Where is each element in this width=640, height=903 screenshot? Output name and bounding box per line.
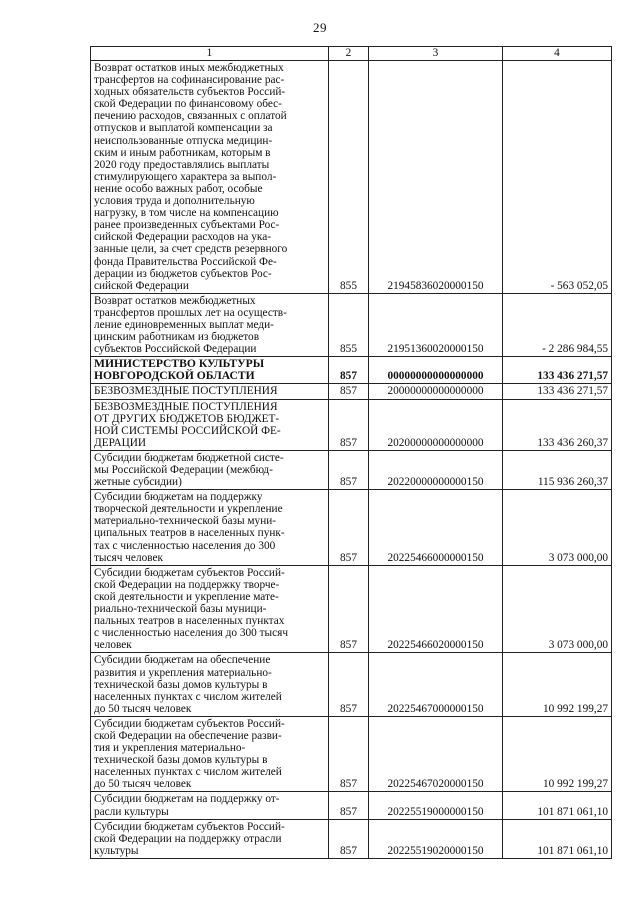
row-description: Субсидии бюджетам на поддержку от- расли культуры: [91, 792, 329, 819]
row-description: Субсидии бюджетам субъектов Россий- ской Федерации на поддержку отрасли культуры: [91, 819, 329, 858]
row-description: Субсидии бюджетам субъектов Россий- ской Федерации на поддержку творче- ской деятельности и укрепление мате- риально-технической базы муници- пальных театров в населенных пунктах с численностью населения до 300 тысяч человек: [91, 565, 329, 653]
table-row: [91, 293, 612, 356]
header-col-4: 4: [503, 47, 612, 61]
row-amount: 115 936 260,37: [503, 450, 612, 489]
row-description: Возврат остатков межбюджетных трансфертов прошлых лет на осуществ- ление единовременных выплат меди- цинским работникам из бюджетов субъектов Российской Федерации: [91, 293, 329, 356]
table-row: [91, 819, 612, 858]
row-budget-code: 20225467000000150: [369, 653, 503, 716]
row-budget-code: 20225466020000150: [369, 565, 503, 653]
table-row: [91, 792, 612, 819]
row-admin-code: 857: [329, 399, 369, 450]
row-description: БЕЗВОЗМЕЗДНЫЕ ПОСТУПЛЕНИЯ ОТ ДРУГИХ БЮДЖЕТОВ БЮДЖЕТ- НОЙ СИСТЕМЫ РОССИЙСКОЙ ФЕ- ДЕРАЦИИ: [91, 399, 329, 450]
row-description: Субсидии бюджетам бюджетной систе- мы Российской Федерации (межбюд- жетные субсидии): [91, 450, 329, 489]
header-col-2: 2: [329, 47, 369, 61]
row-admin-code: 855: [329, 293, 369, 356]
row-description: Субсидии бюджетам на обеспечение развития и укрепления материально- технической базы домов культуры в населенных пунктах с числом жителей до 50 тысяч человек: [91, 653, 329, 716]
row-description: Возврат остатков иных межбюджетных трансфертов на софинансирование рас- ходных обязательств субъектов Россий- ской Федерации по финансовому обес- печению расходов, связанных с оплатой отпусков и выплатой компенсации за неиспользованные отпуска медицин- ским и иным работникам, которым в 2020 году предоставлялись выплаты стимулирующего характера за выпол- нение особо важных работ, особые условия труда и дополнительную нагрузку, в том числе на компенсацию ранее произведенных субъектами Рос- сийской Федерации расходов на ука- занные цели, за счет средств резервного фонда Правительства Российской Фе- дерации из бюджетов субъектов Рос- сийской Федерации: [91, 61, 329, 294]
row-amount: - 2 286 984,55: [503, 293, 612, 356]
row-admin-code: 857: [329, 384, 369, 399]
row-admin-code: 857: [329, 819, 369, 858]
table-row-ministry: [91, 357, 612, 384]
row-amount: 10 992 199,27: [503, 716, 612, 792]
table-row: [91, 653, 612, 716]
row-admin-code: 857: [329, 653, 369, 716]
row-amount: 10 992 199,27: [503, 653, 612, 716]
row-admin-code: 855: [329, 61, 369, 294]
row-budget-code: 00000000000000000: [369, 357, 503, 384]
row-description: Субсидии бюджетам на поддержку творческой деятельности и укрепление материально-технической базы муни- ципальных театров в населенных пунк- тах с численностью населения до 300 тысяч человек: [91, 490, 329, 566]
row-admin-code: 857: [329, 565, 369, 653]
row-amount: 133 436 260,37: [503, 399, 612, 450]
table-row: [91, 61, 612, 294]
row-amount: 133 436 271,57: [503, 357, 612, 384]
row-admin-code: 857: [329, 357, 369, 384]
table-row: [91, 399, 612, 450]
row-budget-code: 20000000000000000: [369, 384, 503, 399]
row-budget-code: 20225467020000150: [369, 716, 503, 792]
row-budget-code: 20225519000000150: [369, 792, 503, 819]
table-row: [91, 490, 612, 566]
row-amount: 101 871 061,10: [503, 819, 612, 858]
row-budget-code: 21945836020000150: [369, 61, 503, 294]
row-amount: 3 073 000,00: [503, 565, 612, 653]
row-budget-code: 20200000000000000: [369, 399, 503, 450]
row-budget-code: 21951360020000150: [369, 293, 503, 356]
row-budget-code: 20220000000000150: [369, 450, 503, 489]
row-budget-code: 20225466000000150: [369, 490, 503, 566]
table-row: [91, 565, 612, 653]
row-amount: - 563 052,05: [503, 61, 612, 294]
header-col-1: 1: [91, 47, 329, 61]
table-row: [91, 450, 612, 489]
row-amount: 3 073 000,00: [503, 490, 612, 566]
budget-table: [90, 46, 612, 859]
row-amount: 133 436 271,57: [503, 384, 612, 399]
table-header-row: [91, 47, 612, 61]
row-description: МИНИСТЕРСТВО КУЛЬТУРЫ НОВГОРОДСКОЙ ОБЛАСТИ: [91, 357, 329, 384]
header-col-3: 3: [369, 47, 503, 61]
page-number: 29: [313, 20, 327, 35]
row-admin-code: 857: [329, 716, 369, 792]
table-row: [91, 716, 612, 792]
row-admin-code: 857: [329, 792, 369, 819]
row-description: Субсидии бюджетам субъектов Россий- ской Федерации на обеспечение разви- тия и укрепления материально- технической базы домов культуры в населенных пунктах с числом жителей до 50 тысяч человек: [91, 716, 329, 792]
row-admin-code: 857: [329, 450, 369, 489]
row-description: БЕЗВОЗМЕЗДНЫЕ ПОСТУПЛЕНИЯ: [91, 384, 329, 399]
row-amount: 101 871 061,10: [503, 792, 612, 819]
row-admin-code: 857: [329, 490, 369, 566]
table-row: [91, 384, 612, 399]
row-budget-code: 20225519020000150: [369, 819, 503, 858]
